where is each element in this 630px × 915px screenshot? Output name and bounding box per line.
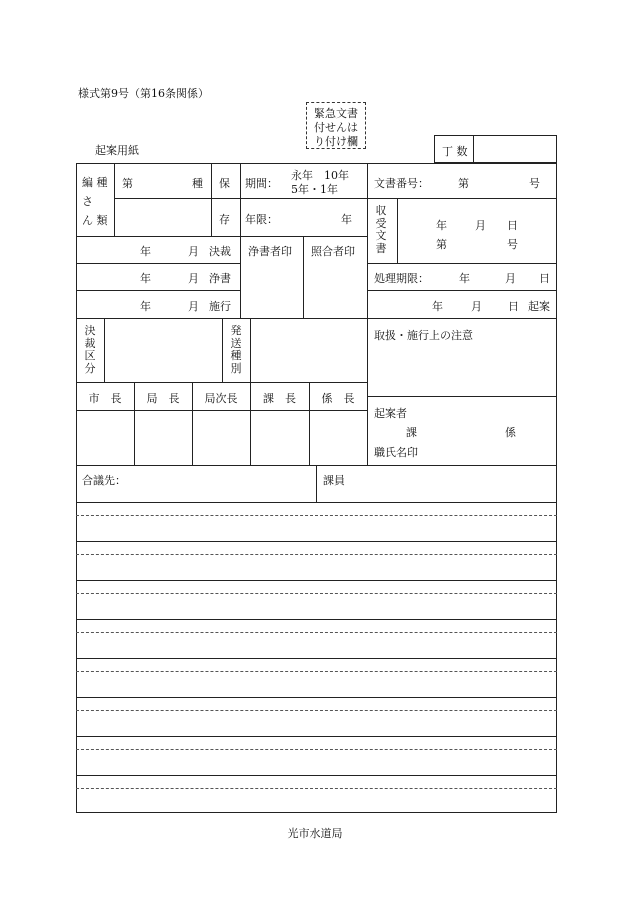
- drafter-label: 起案者: [374, 407, 407, 420]
- footer-org-name: 光市水道局: [287, 827, 343, 840]
- received-nen: 年: [436, 219, 447, 232]
- drafter-kakari: 係: [505, 426, 516, 439]
- retention-year: 年: [341, 213, 352, 226]
- consultation-label: 合議先：: [82, 474, 126, 487]
- doc-number-label: 文書番号：: [374, 177, 429, 190]
- deadline-hi: 日: [539, 272, 550, 285]
- enforce-label: 施行: [209, 300, 231, 313]
- dispatch-type-label: 発 送 種 別: [230, 324, 242, 375]
- page-count-label: 丁 数: [442, 145, 468, 158]
- form-id: 様式第9号（第16条関係）: [78, 87, 209, 100]
- received-hi: 日: [507, 219, 518, 232]
- doc-number-go: 号: [529, 177, 540, 190]
- approver-bureau-chief: 局 長: [146, 392, 180, 405]
- approver-deputy-bureau-chief: 局次長: [204, 392, 238, 405]
- approval-nen: 年: [140, 245, 151, 258]
- category-label-b: さ: [82, 195, 93, 208]
- received-go: 号: [507, 238, 518, 251]
- clean-copy-label: 浄書: [209, 272, 231, 285]
- category-shu: 種: [192, 177, 203, 190]
- approver-mayor: 市 長: [88, 392, 122, 405]
- retention-limit-label: 年限：: [245, 213, 278, 226]
- clean-copy-tsuki: 月: [188, 272, 199, 285]
- deadline-nen: 年: [459, 272, 470, 285]
- form-title: 起案用紙: [95, 144, 139, 157]
- drafter-name-seal: 職氏名印: [374, 446, 418, 459]
- retention-label-bottom: 存: [219, 213, 230, 226]
- deadline-label: 処理期限：: [374, 272, 429, 285]
- received-doc-label: 収 受 文 書: [375, 204, 387, 255]
- approver-section-chief: 課 長: [263, 392, 296, 405]
- urgent-line-2: 付せんは: [314, 121, 358, 134]
- received-dai: 第: [436, 238, 447, 251]
- urgent-line-3: り付け欄: [314, 135, 358, 148]
- draft-date-label: 起案: [528, 300, 550, 313]
- decision-class-label: 決 裁 区 分: [84, 324, 96, 375]
- draft-date-tsuki: 月: [471, 300, 482, 313]
- doc-number-dai: 第: [458, 177, 469, 190]
- seal-clean-copier: 浄書者印: [248, 245, 292, 258]
- enforce-nen: 年: [140, 300, 151, 313]
- draft-date-hi: 日: [508, 300, 519, 313]
- category-label-a: 編 種: [82, 176, 108, 189]
- draft-date-nen: 年: [432, 300, 443, 313]
- staff-label: 課員: [323, 474, 345, 487]
- clean-copy-nen: 年: [140, 272, 151, 285]
- enforce-tsuki: 月: [188, 300, 199, 313]
- drafter-ka: 課: [406, 426, 417, 439]
- approval-tsuki: 月: [188, 245, 199, 258]
- retention-period-line1: 永年 10年: [291, 169, 349, 182]
- retention-label-top: 保: [219, 177, 230, 190]
- urgent-line-1: 緊急文書: [314, 107, 358, 120]
- received-tsuki: 月: [475, 219, 486, 232]
- approval-label: 決裁: [209, 245, 231, 258]
- retention-period-line2: 5年・1年: [291, 183, 338, 196]
- category-dai: 第: [122, 177, 133, 190]
- handling-notes-label: 取扱・施行上の注意: [374, 329, 473, 342]
- deadline-tsuki: 月: [505, 272, 516, 285]
- retention-period-label: 期間：: [245, 177, 278, 190]
- urgent-attach-box: [306, 102, 366, 149]
- seal-checker: 照合者印: [311, 245, 355, 258]
- approver-unit-chief: 係 長: [321, 392, 355, 405]
- category-label-c: ん 類: [82, 214, 108, 227]
